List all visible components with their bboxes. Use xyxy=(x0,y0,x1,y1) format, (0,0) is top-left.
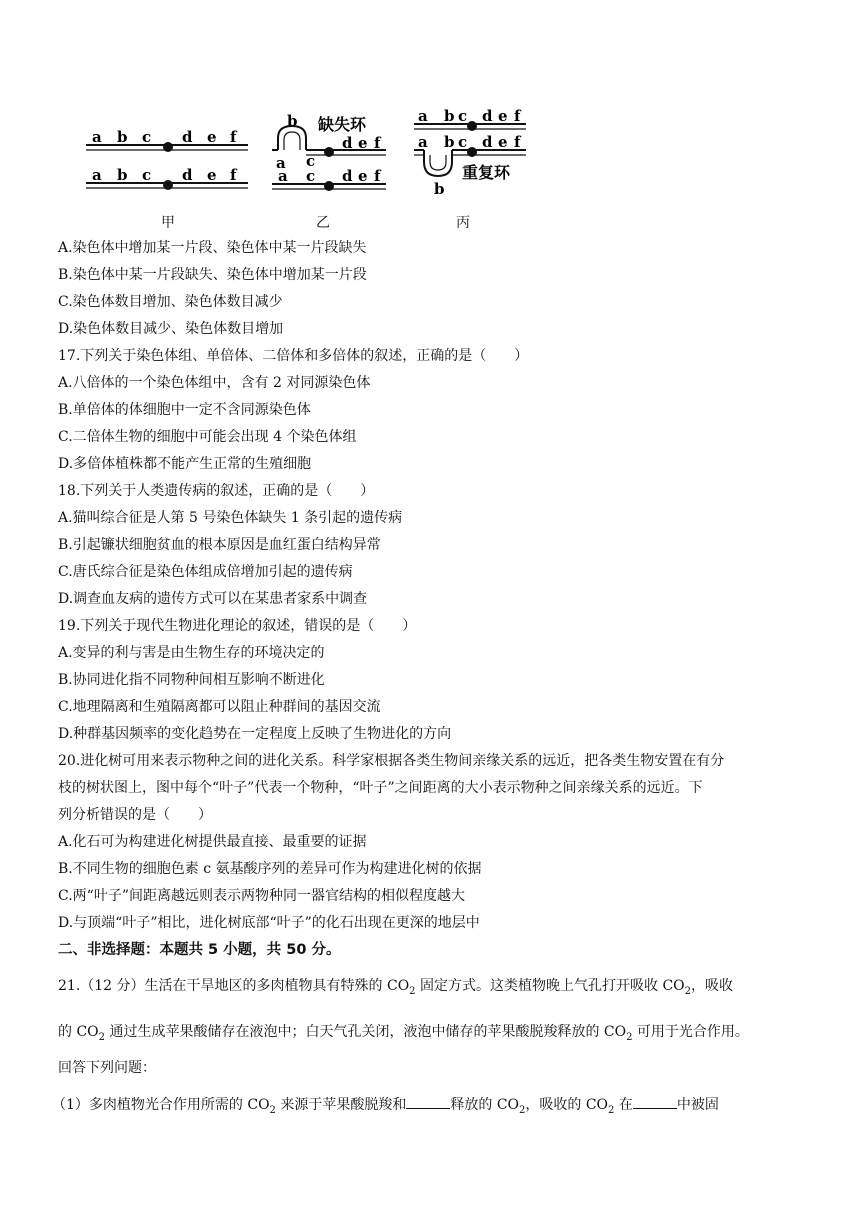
q20-option-b: B.不同生物的细胞色素 c 氨基酸序列的差异可作为构建进化树的依据 xyxy=(58,861,482,877)
bing-top-d: d xyxy=(482,107,493,125)
q19-option-b: B.协同进化指不同物种间相互影响不断进化 xyxy=(58,672,325,688)
bing-top-f: f xyxy=(514,107,521,125)
jia-top-f: f xyxy=(230,128,237,146)
yi-mid-a: a xyxy=(276,154,286,172)
yi-bot-d: d xyxy=(342,167,353,185)
bing-top-b: b xyxy=(444,107,455,125)
jia-top-a: a xyxy=(92,128,102,146)
figure-yi xyxy=(272,112,386,191)
jia-bot-a: a xyxy=(92,166,102,184)
q17-option-a: A.八倍体的一个染色体组中，含有 2 对同源染色体 xyxy=(58,375,371,391)
q20-option-c: C.两“叶子”间距离越远则表示两物种同一器官结构的相似程度越大 xyxy=(58,888,465,904)
answer-blank-2[interactable] xyxy=(633,1096,677,1109)
yi-loop-letter: b xyxy=(287,112,298,130)
jia-bot-c: c xyxy=(142,166,152,184)
answer-blank-1[interactable] xyxy=(406,1096,450,1109)
q20-stem-1: 20.进化树可用来表示物种之间的进化关系。科学家根据各类生物间亲缘关系的远近，把各类生物安置在有分 xyxy=(58,753,725,769)
q21-line-3: 回答下列问题： xyxy=(58,1060,156,1076)
q16-option-b: B.染色体中某一片段缺失、染色体中增加某一片段 xyxy=(58,267,367,283)
q17-option-b: B.单倍体的体细胞中一定不含同源染色体 xyxy=(58,402,311,418)
yi-bot-c: c xyxy=(306,167,316,185)
jia-bot-e: e xyxy=(207,166,217,184)
figure-jia xyxy=(86,128,248,190)
caption-bing: 丙 xyxy=(456,215,470,231)
bing-mid-b: b xyxy=(444,133,455,151)
bing-loop-letter: b xyxy=(434,180,445,198)
jia-bot-f: f xyxy=(230,166,237,184)
jia-top-d: d xyxy=(182,128,193,146)
q18-stem: 18.下列关于人类遗传病的叙述，正确的是（ ） xyxy=(58,483,375,499)
bing-loop-label: 重复环 xyxy=(462,163,511,182)
q20-stem-3: 列分析错误的是（ ） xyxy=(58,807,212,823)
q16-option-a: A.染色体中增加某一片段、染色体中某一片段缺失 xyxy=(58,240,367,256)
q17-option-d: D.多倍体植株都不能产生正常的生殖细胞 xyxy=(58,456,312,472)
q19-option-a: A.变异的利与害是由生物生存的环境决定的 xyxy=(58,645,325,661)
chromosome-diagram xyxy=(0,104,860,214)
q19-stem: 19.下列关于现代生物进化理论的叙述，错误的是（ ） xyxy=(58,618,417,634)
yi-top-e: e xyxy=(358,134,368,152)
q20-option-a: A.化石可为构建进化树提供最直接、最重要的证据 xyxy=(58,834,367,850)
yi-top-f: f xyxy=(374,134,381,152)
q20-stem-2: 枝的树状图上，图中每个“叶子”代表一个物种，“叶子”之间距离的大小表示物种之间亲缘关系的远近。下 xyxy=(58,780,703,796)
bing-mid-e: e xyxy=(498,133,508,151)
q16-option-c: C.染色体数目增加、染色体数目减少 xyxy=(58,294,283,310)
q19-option-c: C.地理隔离和生殖隔离都可以阻止种群间的基因交流 xyxy=(58,699,381,715)
section-2-heading: 二、非选择题：本题共 5 小题，共 50 分。 xyxy=(58,942,341,958)
q21-line-4: （1）多肉植物光合作用所需的 $CO_2$ 来源于苹果酸脱羧和 释放的 $CO_2$，吸收的 $CO_2$ 在 中被固 xyxy=(52,1097,719,1116)
bing-top-c: c xyxy=(458,107,468,125)
figure-bing xyxy=(414,107,526,198)
bing-top-a: a xyxy=(418,107,428,125)
bing-mid-d: d xyxy=(482,133,493,151)
chromosome-figure xyxy=(0,104,860,234)
bing-mid-a: a xyxy=(418,133,428,151)
caption-jia: 甲 xyxy=(161,215,175,231)
q18-option-b: B.引起镰状细胞贫血的根本原因是血红蛋白结构异常 xyxy=(58,537,381,553)
q21-line-1: 21.（12 分）生活在干旱地区的多肉植物具有特殊的 $CO_2$ 固定方式。这类植物晚上气孔打开吸收 $CO_2$，吸收 xyxy=(58,978,734,997)
yi-mid-c: c xyxy=(306,152,316,170)
caption-yi: 乙 xyxy=(316,215,330,231)
bing-top-e: e xyxy=(498,107,508,125)
bing-mid-c: c xyxy=(458,133,468,151)
q17-stem: 17.下列关于染色体组、单倍体、二倍体和多倍体的叙述，正确的是（ ） xyxy=(58,348,529,364)
bing-mid-f: f xyxy=(514,133,521,151)
yi-bot-f: f xyxy=(374,167,381,185)
q21-line-2: 的 $CO_2$ 通过生成苹果酸储存在液泡中；白天气孔关闭，液泡中储存的苹果酸脱羧释放的 $CO_2$ 可用于光合作用。 xyxy=(58,1024,749,1043)
jia-top-e: e xyxy=(207,128,217,146)
q16-option-d: D.染色体数目减少、染色体数目增加 xyxy=(58,321,284,337)
q19-option-d: D.种群基因频率的变化趋势在一定程度上反映了生物进化的方向 xyxy=(58,726,452,742)
jia-bot-d: d xyxy=(182,166,193,184)
q18-option-d: D.调查血友病的遗传方式可以在某患者家系中调查 xyxy=(58,591,368,607)
yi-top-d: d xyxy=(342,134,353,152)
yi-bot-e: e xyxy=(358,167,368,185)
q18-option-a: A.猫叫综合征是人第 5 号染色体缺失 1 条引起的遗传病 xyxy=(58,510,403,526)
yi-loop-label: 缺失环 xyxy=(318,115,367,134)
jia-bot-b: b xyxy=(117,166,128,184)
q18-option-c: C.唐氏综合征是染色体组成倍增加引起的遗传病 xyxy=(58,564,353,580)
q20-option-d: D.与顶端“叶子”相比，进化树底部“叶子”的化石出现在更深的地层中 xyxy=(58,915,480,931)
q17-option-c: C.二倍体生物的细胞中可能会出现 4 个染色体组 xyxy=(58,429,357,445)
jia-top-b: b xyxy=(117,128,128,146)
yi-bot-a: a xyxy=(278,167,288,185)
jia-top-c: c xyxy=(142,128,152,146)
